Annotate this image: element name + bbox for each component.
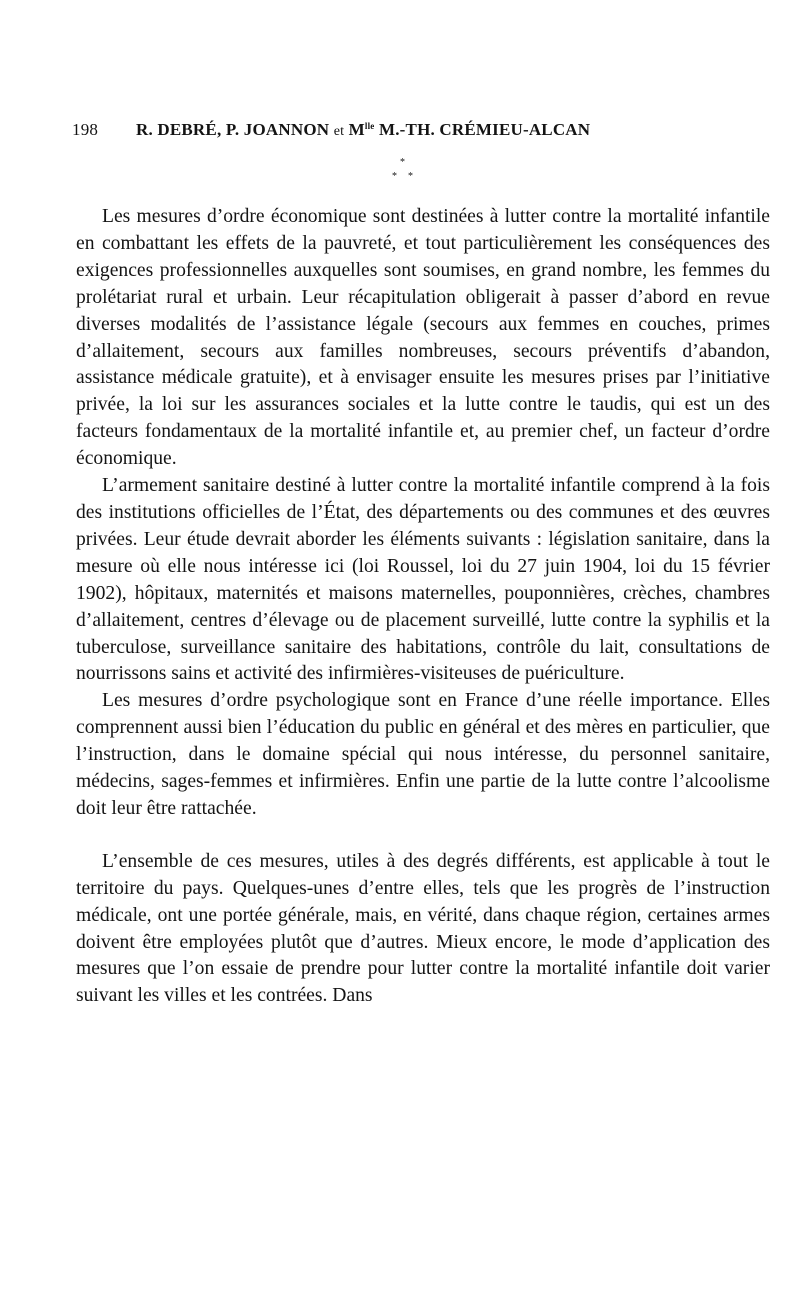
paragraph-application: L’ensemble de ces mesures, utiles à des degrés différents, est applicable à tout le territoire du pays. Quelques-unes d’entre elles, tels que les progrès de l’instruction médicale, ont une portée générale, mais, en vérité, dans chaque région, certaines armes doivent être employées plutôt que d’autres. Mieux encore, le mode d’application des mesures que l’on essaie de prendre pour lutter contre la mortalité infantile doit varier suivant les villes et les contrées. Dans	[76, 850, 770, 1007]
asterisk-icon: *	[392, 171, 397, 182]
asterisk-icon: *	[400, 157, 405, 168]
paragraph-sanitary-armament: L’armement sanitaire destiné à lutter contre la mortalité infantile comprend à la fois des institutions officielles de l’État, des départements ou des communes et des œuvres privées. Leur étude devrait aborder les éléments suivants : législation sanitaire, dans la mesure où elle nous intéresse ici (loi Roussel, loi du 27 juin 1904, loi du 15 février 1902), hôpitaux, maternités et maisons maternelles, pouponnières, crèches, chambres d’allaitement, centres d’élevage ou de placement surveillé, lutte contre la syphilis et la tuberculose, surveillance sanitaire des habitations, contrôle du lait, consultations de nourrissons sains et activité des infirmières-visiteuses de puériculture.	[76, 475, 770, 685]
page-number: 198	[72, 120, 99, 139]
running-head	[72, 118, 770, 146]
conjunction-et: et	[333, 124, 345, 139]
paragraph-economic-measures: Les mesures d’ordre économique sont destinées à lutter contre la mortalité infantile en combattant les effets de la pauvreté, et tout particulièrement les conséquences des exigences professionnelles auxquelles sont soumises, en grand nombre, les femmes du prolétariat rural et urbain. Leur récapitulation obligerait à passer d’abord en revue diverses modalités de l’assistance légale (secours aux femmes en couches, primes d’allaitement, secours aux familles nombreuses, secours préventifs d’abandon, assistance médicale gratuite), et à envisager ensuite les mesures prises par l’initiative privée, la loi sur les assurances sociales et la lutte contre le taudis, qui est un des facteurs fondamentaux de la mortalité infantile et, au premier chef, un facteur d’ordre économique.	[76, 206, 770, 470]
header-authors	[136, 120, 590, 140]
asterism-divider	[76, 152, 770, 204]
book-page	[72, 118, 770, 1010]
asterisk-icon: *	[408, 171, 413, 182]
authors-part-1: R. DEBRÉ, P. JOANNON	[136, 120, 330, 139]
honorific-superscript: lle	[364, 121, 375, 131]
authors-part-2: M.-TH. CRÉMIEU-ALCAN	[378, 120, 591, 139]
paragraph-psychological-measures: Les mesures d’ordre psychologique sont en France d’une réelle importance. Elles comprennent aussi bien l’éducation du public en général et des mères en particulier, que l’instruction, dans le domaine spécial qui nous intéresse, du personnel sanitaire, médecins, sages-femmes et infirmières. Enfin une partie de la lutte contre l’alcoolisme doit leur être rattachée.	[76, 690, 770, 819]
section-gap	[76, 823, 770, 849]
honorific: M	[348, 120, 365, 139]
body-text	[76, 204, 770, 1010]
